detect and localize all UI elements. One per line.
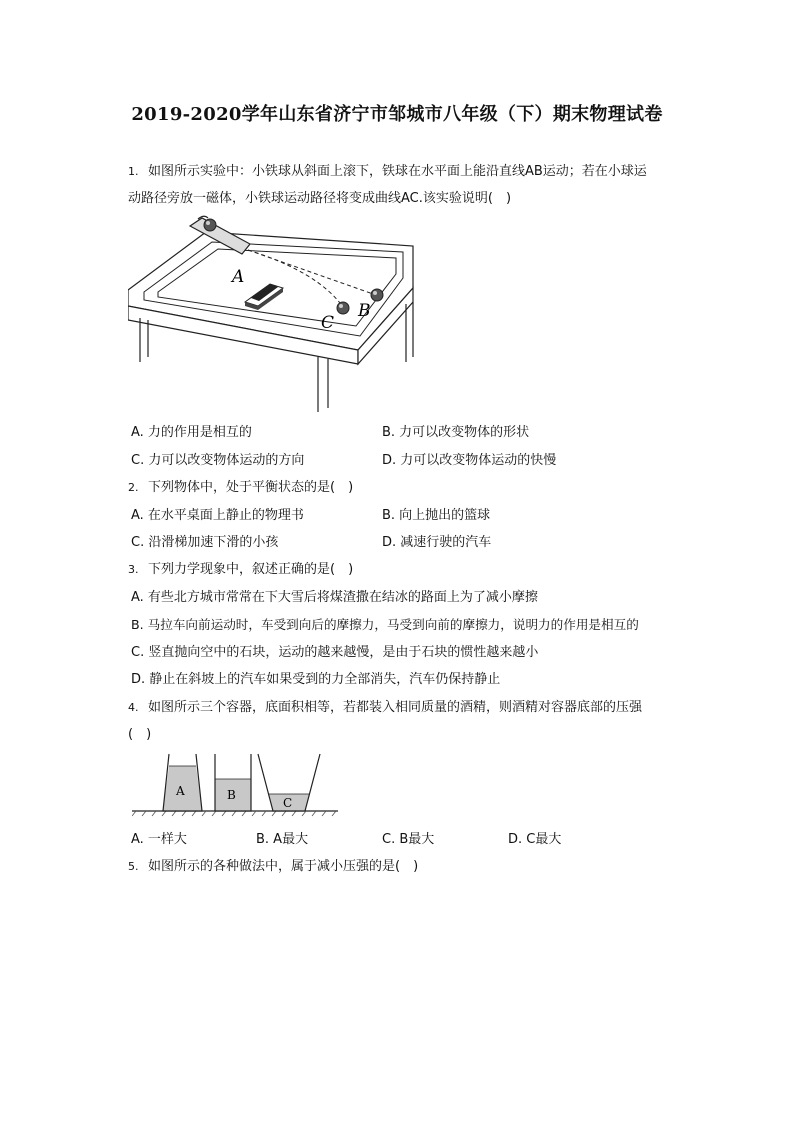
question-1-text-line-1: 如图所示实验中：小铁球从斜面上滚下，铁球在水平面上能沿直线AB运动；若在小球运 (148, 164, 647, 179)
question-number: 2. (128, 481, 139, 494)
question-4-text-line-2: ( ) (128, 727, 152, 742)
q3-option-d[interactable]: D. 静止在斜坡上的汽车如果受到的力全部消失，汽车仍保持静止 (131, 672, 501, 687)
question-2-text: 下列物体中，处于平衡状态的是( ) (148, 480, 354, 495)
container-label-a: A (176, 784, 185, 798)
q1-option-a[interactable]: A. 力的作用是相互的 (131, 425, 252, 440)
container-label-b: B (227, 788, 236, 802)
question-number: 4. (128, 701, 139, 714)
question-5-line (128, 858, 418, 876)
figure-table-magnet (128, 212, 438, 417)
q2-option-c[interactable]: C. 沿滑梯加速下滑的小孩 (131, 535, 279, 550)
question-1-text-line-2: 动路径旁放一磁体，小铁球运动路径将变成曲线AC.该实验说明( ) (128, 191, 512, 206)
q2-option-a[interactable]: A. 在水平桌面上静止的物理书 (131, 508, 304, 523)
figure-three-containers (132, 750, 338, 820)
figure-label-c: C (321, 313, 335, 333)
q4-option-a[interactable]: A. 一样大 (131, 832, 187, 847)
question-1-line-1 (128, 163, 647, 181)
question-5-text: 如图所示的各种做法中，属于减小压强的是( ) (148, 859, 419, 874)
q1-option-d[interactable]: D. 力可以改变物体运动的快慢 (382, 453, 557, 468)
question-3-text: 下列力学现象中，叙述正确的是( ) (148, 562, 354, 577)
q3-option-c[interactable]: C. 竖直抛向空中的石块，运动的越来越慢，是由于石块的惯性越来越小 (131, 645, 539, 660)
question-number: 3. (128, 563, 139, 576)
q3-option-a[interactable]: A. 有些北方城市常常在下大雪后将煤渣撒在结冰的路面上为了减小摩擦 (131, 590, 538, 605)
q3-option-b[interactable]: B. 马拉车向前运动时，车受到向后的摩擦力，马受到向前的摩擦力，说明力的作用是相互的 (131, 617, 639, 632)
question-number: 5. (128, 860, 139, 873)
q2-option-d[interactable]: D. 减速行驶的汽车 (382, 535, 492, 550)
question-3-line (128, 561, 353, 579)
q1-option-b[interactable]: B. 力可以改变物体的形状 (382, 425, 530, 440)
container-label-c: C (283, 796, 293, 810)
q4-option-c[interactable]: C. B最大 (382, 832, 435, 847)
q4-option-d[interactable]: D. C最大 (508, 832, 562, 847)
question-number: 1. (128, 165, 139, 178)
figure-label-a: A (232, 267, 245, 287)
q2-option-b[interactable]: B. 向上抛出的篮球 (382, 508, 491, 523)
page-title: 2019-2020学年山东省济宁市邹城市八年级（下）期末物理试卷 (131, 104, 663, 125)
q4-option-b[interactable]: B. A最大 (256, 832, 309, 847)
question-2-line (128, 479, 353, 497)
question-4-line-1 (128, 699, 642, 717)
question-4-text-line-1: 如图所示三个容器，底面积相等，若都装入相同质量的酒精，则酒精对容器底部的压强 (148, 700, 643, 715)
q1-option-c[interactable]: C. 力可以改变物体运动的方向 (131, 453, 305, 468)
figure-label-b: B (358, 301, 371, 321)
